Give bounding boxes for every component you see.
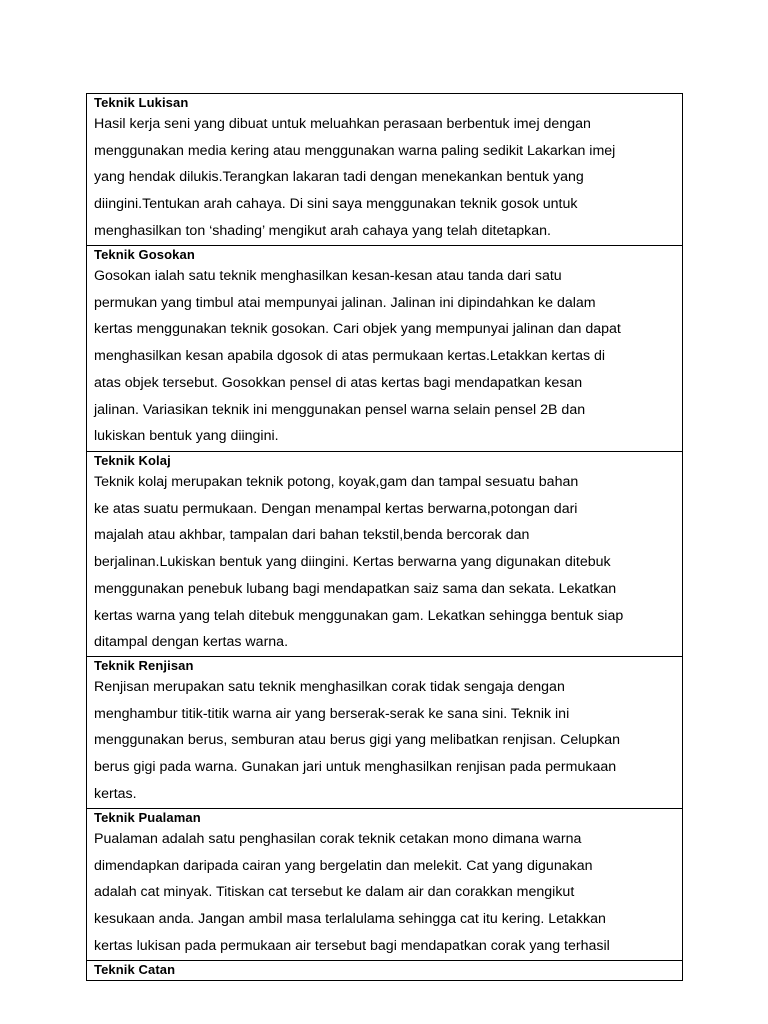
section-body: Renjisan merupakan satu teknik menghasilkan corak tidak sengaja dengan menghambur titik-titik warna air yang berserak-serak ke sana sini. Teknik ini menggunakan berus, semburan atau berus gigi yang melibatkan renjisan. Celupkan berus gigi pada warna. Gunakan jari untuk menghasilkan renjisan pada permukaan kertas. — [94, 679, 621, 802]
section-title: Teknik Catan — [94, 962, 176, 977]
section-body: Gosokan ialah satu teknik menghasilkan kesan-kesan atau tanda dari satu permukan yang timbul atai mempunyai jalinan. Jalinan ini dipindahkan ke dalam kertas menggunakan teknik gosokan. Cari objek yang mempunyai jalinan dan dapat menghasilkan kesan apabila dgosok di atas permukaan kertas.Letakkan kertas di atas objek tersebut. Gosokkan pensel di atas kertas bagi mendapatkan kesan jalinan. Variasikan teknik ini menggunakan pensel warna selain pensel 2B dan lukiskan bentuk yang diingini. — [94, 268, 621, 445]
section-teknik-pualaman — [86, 808, 683, 961]
document-page — [86, 93, 683, 981]
section-title: Teknik Renjisan — [94, 658, 194, 673]
section-body: Hasil kerja seni yang dibuat untuk meluahkan perasaan berbentuk imej dengan menggunakan media kering atau menggunakan warna paling sedikit Lakarkan imej yang hendak dilukis.Terangkan lakaran tadi dengan menekankan bentuk yang diingini.Tentukan arah cahaya. Di sini saya menggunakan teknik gosok untuk menghasilkan ton ‘shading’ mengikut arah cahaya yang telah ditetapkan. — [94, 116, 616, 239]
section-teknik-lukisan — [86, 93, 683, 246]
section-body: Pualaman adalah satu penghasilan corak teknik cetakan mono dimana warna dimendapkan daripada cairan yang bergelatin dan melekit. Cat yang digunakan adalah cat minyak. Titiskan cat tersebut ke dalam air dan corakkan mengikut kesukaan anda. Jangan ambil masa terlalulama sehingga cat itu kering. Letakkan kertas lukisan pada permukaan air tersebut bagi mendapatkan corak yang terhasil — [94, 831, 610, 954]
section-title: Teknik Lukisan — [94, 95, 189, 110]
section-teknik-renjisan — [86, 656, 683, 809]
section-teknik-catan — [86, 960, 683, 981]
section-teknik-gosokan — [86, 245, 683, 452]
section-title: Teknik Gosokan — [94, 247, 195, 262]
section-teknik-kolaj — [86, 451, 683, 657]
section-title: Teknik Kolaj — [94, 453, 171, 468]
section-title: Teknik Pualaman — [94, 810, 201, 825]
section-body: Teknik kolaj merupakan teknik potong, koyak,gam dan tampal sesuatu bahan ke atas suatu permukaan. Dengan menampal kertas berwarna,potongan dari majalah atau akhbar, tampalan dari bahan tekstil,benda bercorak dan berjalinan.Lukiskan bentuk yang diingini. Kertas berwarna yang digunakan ditebuk menggunakan penebuk lubang bagi mendapatkan saiz sama dan sekata. Lekatkan kertas warna yang telah ditebuk menggunakan gam. Lekatkan sehingga bentuk siap ditampal dengan kertas warna. — [94, 474, 624, 651]
